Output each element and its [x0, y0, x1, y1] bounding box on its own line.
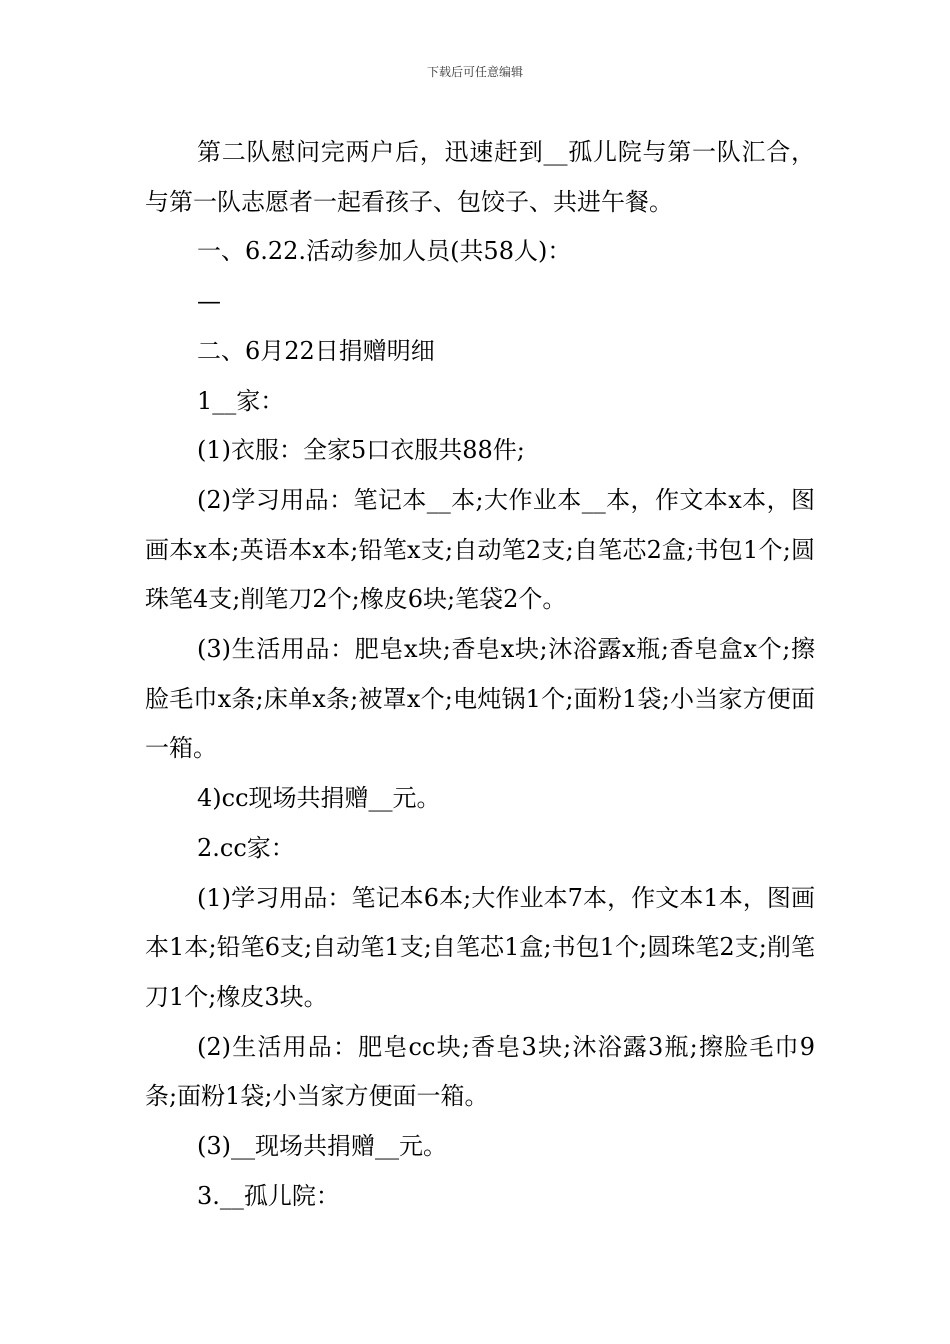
page-header: 下载后可任意编辑 — [426, 65, 523, 79]
family-1-cash: 4)cc现场共捐赠__元。 — [197, 784, 441, 813]
family-2-daily-supplies: (2)生活用品：肥皂cc块;香皂3块;沐浴露3瓶;擦脸毛巾9条;面粉1袋;小当家方便面一箱。 — [145, 1032, 815, 1111]
document-body — [145, 128, 815, 1221]
participants-placeholder: — — [197, 287, 221, 316]
section-2-heading: 二、6月22日捐赠明细 — [197, 336, 435, 365]
family-1-clothes: (1)衣服：全家5口衣服共88件; — [197, 436, 525, 465]
family-2-heading: 2.cc家： — [197, 833, 295, 862]
section-1-heading: 一、6.22.活动参加人员(共58人)： — [197, 237, 572, 266]
family-1-daily-supplies: (3)生活用品：肥皂x块;香皂x块;沐浴露x瓶;香皂盒x个;擦脸毛巾x条;床单x条;被罩x个;电炖锅1个;面粉1袋;小当家方便面一箱。 — [145, 635, 815, 763]
family-2-study-supplies: (1)学习用品：笔记本6本;大作业本7本，作文本1本，图画本1本;铅笔6支;自动笔1支;自笔芯1盒;书包1个;圆珠笔2支;削笔刀1个;橡皮3块。 — [145, 883, 815, 1011]
orphanage-heading: 3.__孤儿院： — [197, 1181, 340, 1210]
family-2-cash: (3)__现场共捐赠__元。 — [197, 1132, 447, 1161]
family-1-study-supplies: (2)学习用品：笔记本__本;大作业本__本，作文本x本，图画本x本;英语本x本;铅笔x支;自动笔2支;自笔芯2盒;书包1个;圆珠笔4支;削笔刀2个;橡皮6块;笔袋2个。 — [145, 485, 815, 614]
paragraph-intro: 第二队慰问完两户后，迅速赶到__孤儿院与第一队汇合，与第一队志愿者一起看孩子、包饺子、共进午餐。 — [145, 138, 815, 216]
family-1-heading: 1__家： — [197, 386, 285, 415]
